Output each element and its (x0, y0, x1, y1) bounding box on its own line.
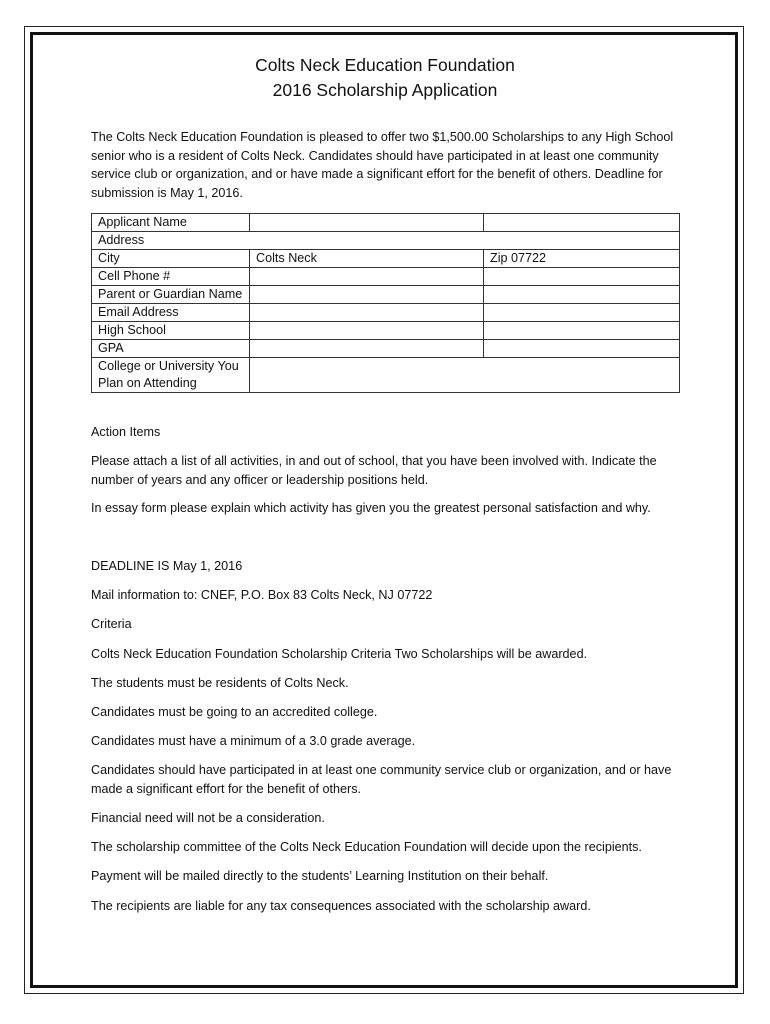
email-field[interactable] (250, 304, 484, 322)
intro-paragraph: The Colts Neck Education Foundation is pleased to offer two $1,500.00 Scholarships to any High School senior who is a resident of Colts Neck. Candidates should have participated in at least one community service club or organization, and or have made a significant effort for the benefit of others. Deadline for submission is May 1, 2016. (91, 130, 674, 200)
form-row-city (92, 250, 680, 268)
form-row-high-school (92, 322, 680, 340)
college-field[interactable] (250, 358, 680, 393)
parent-guardian-field[interactable] (250, 286, 484, 304)
criteria-item: Candidates should have participated in at least one community service club or organization, and or have made a significant effort for the benefit of others. (91, 763, 672, 796)
title-line-2: 2016 Scholarship Application (272, 80, 498, 100)
cell-phone-field-extra[interactable] (484, 268, 680, 286)
deadline-text: DEADLINE IS May 1, 2016 (91, 559, 243, 573)
zip-value[interactable]: Zip 07722 (484, 250, 680, 268)
criteria-item: The scholarship committee of the Colts Neck Education Foundation will decide upon the recipients. (91, 840, 642, 854)
city-label: City (92, 250, 250, 268)
form-row-gpa (92, 340, 680, 358)
email-field-extra[interactable] (484, 304, 680, 322)
applicant-name-field-extra[interactable] (484, 214, 680, 232)
form-row-cell-phone (92, 268, 680, 286)
title-line-1: Colts Neck Education Foundation (255, 55, 515, 75)
cell-phone-field[interactable] (250, 268, 484, 286)
form-row-college (92, 358, 680, 393)
parent-guardian-label: Parent or Guardian Name (92, 286, 250, 304)
criteria-item: Colts Neck Education Foundation Scholarship Criteria Two Scholarships will be awarded. (91, 647, 588, 661)
gpa-label: GPA (92, 340, 250, 358)
gpa-field-extra[interactable] (484, 340, 680, 358)
action-items-heading: Action Items (91, 425, 161, 439)
high-school-field-extra[interactable] (484, 322, 680, 340)
form-row-email (92, 304, 680, 322)
gpa-field[interactable] (250, 340, 484, 358)
parent-guardian-field-extra[interactable] (484, 286, 680, 304)
form-row-address (92, 232, 680, 250)
criteria-item: Candidates must be going to an accredited college. (91, 705, 378, 719)
criteria-item: Candidates must have a minimum of a 3.0 grade average. (91, 734, 416, 748)
criteria-item: The students must be residents of Colts Neck. (91, 676, 349, 690)
college-label (92, 358, 250, 393)
applicant-name-field[interactable] (250, 214, 484, 232)
city-value[interactable]: Colts Neck (250, 250, 484, 268)
college-label-line-1: College or University You (98, 359, 239, 373)
address-label: Address (92, 232, 680, 250)
action-items-paragraph-2: In essay form please explain which activity has given you the greatest personal satisfaction and why. (91, 501, 651, 515)
high-school-field[interactable] (250, 322, 484, 340)
criteria-item: Payment will be mailed directly to the students’ Learning Institution on their behalf. (91, 869, 549, 883)
form-row-parent-guardian (92, 286, 680, 304)
cell-phone-label: Cell Phone # (92, 268, 250, 286)
high-school-label: High School (92, 322, 250, 340)
criteria-heading: Criteria (91, 617, 132, 631)
action-items-paragraph-1: Please attach a list of all activities, in and out of school, that you have been involved with. Indicate the number of years and any officer or leadership positions held. (91, 454, 657, 487)
form-row-applicant-name (92, 214, 680, 232)
email-label: Email Address (92, 304, 250, 322)
application-form-table (91, 213, 680, 393)
applicant-name-label: Applicant Name (92, 214, 250, 232)
college-label-line-2: Plan on Attending (98, 376, 197, 390)
criteria-item: The recipients are liable for any tax consequences associated with the scholarship award. (91, 899, 591, 913)
criteria-item: Financial need will not be a consideration. (91, 811, 325, 825)
mail-info-text: Mail information to: CNEF, P.O. Box 83 Colts Neck, NJ 07722 (91, 588, 433, 602)
